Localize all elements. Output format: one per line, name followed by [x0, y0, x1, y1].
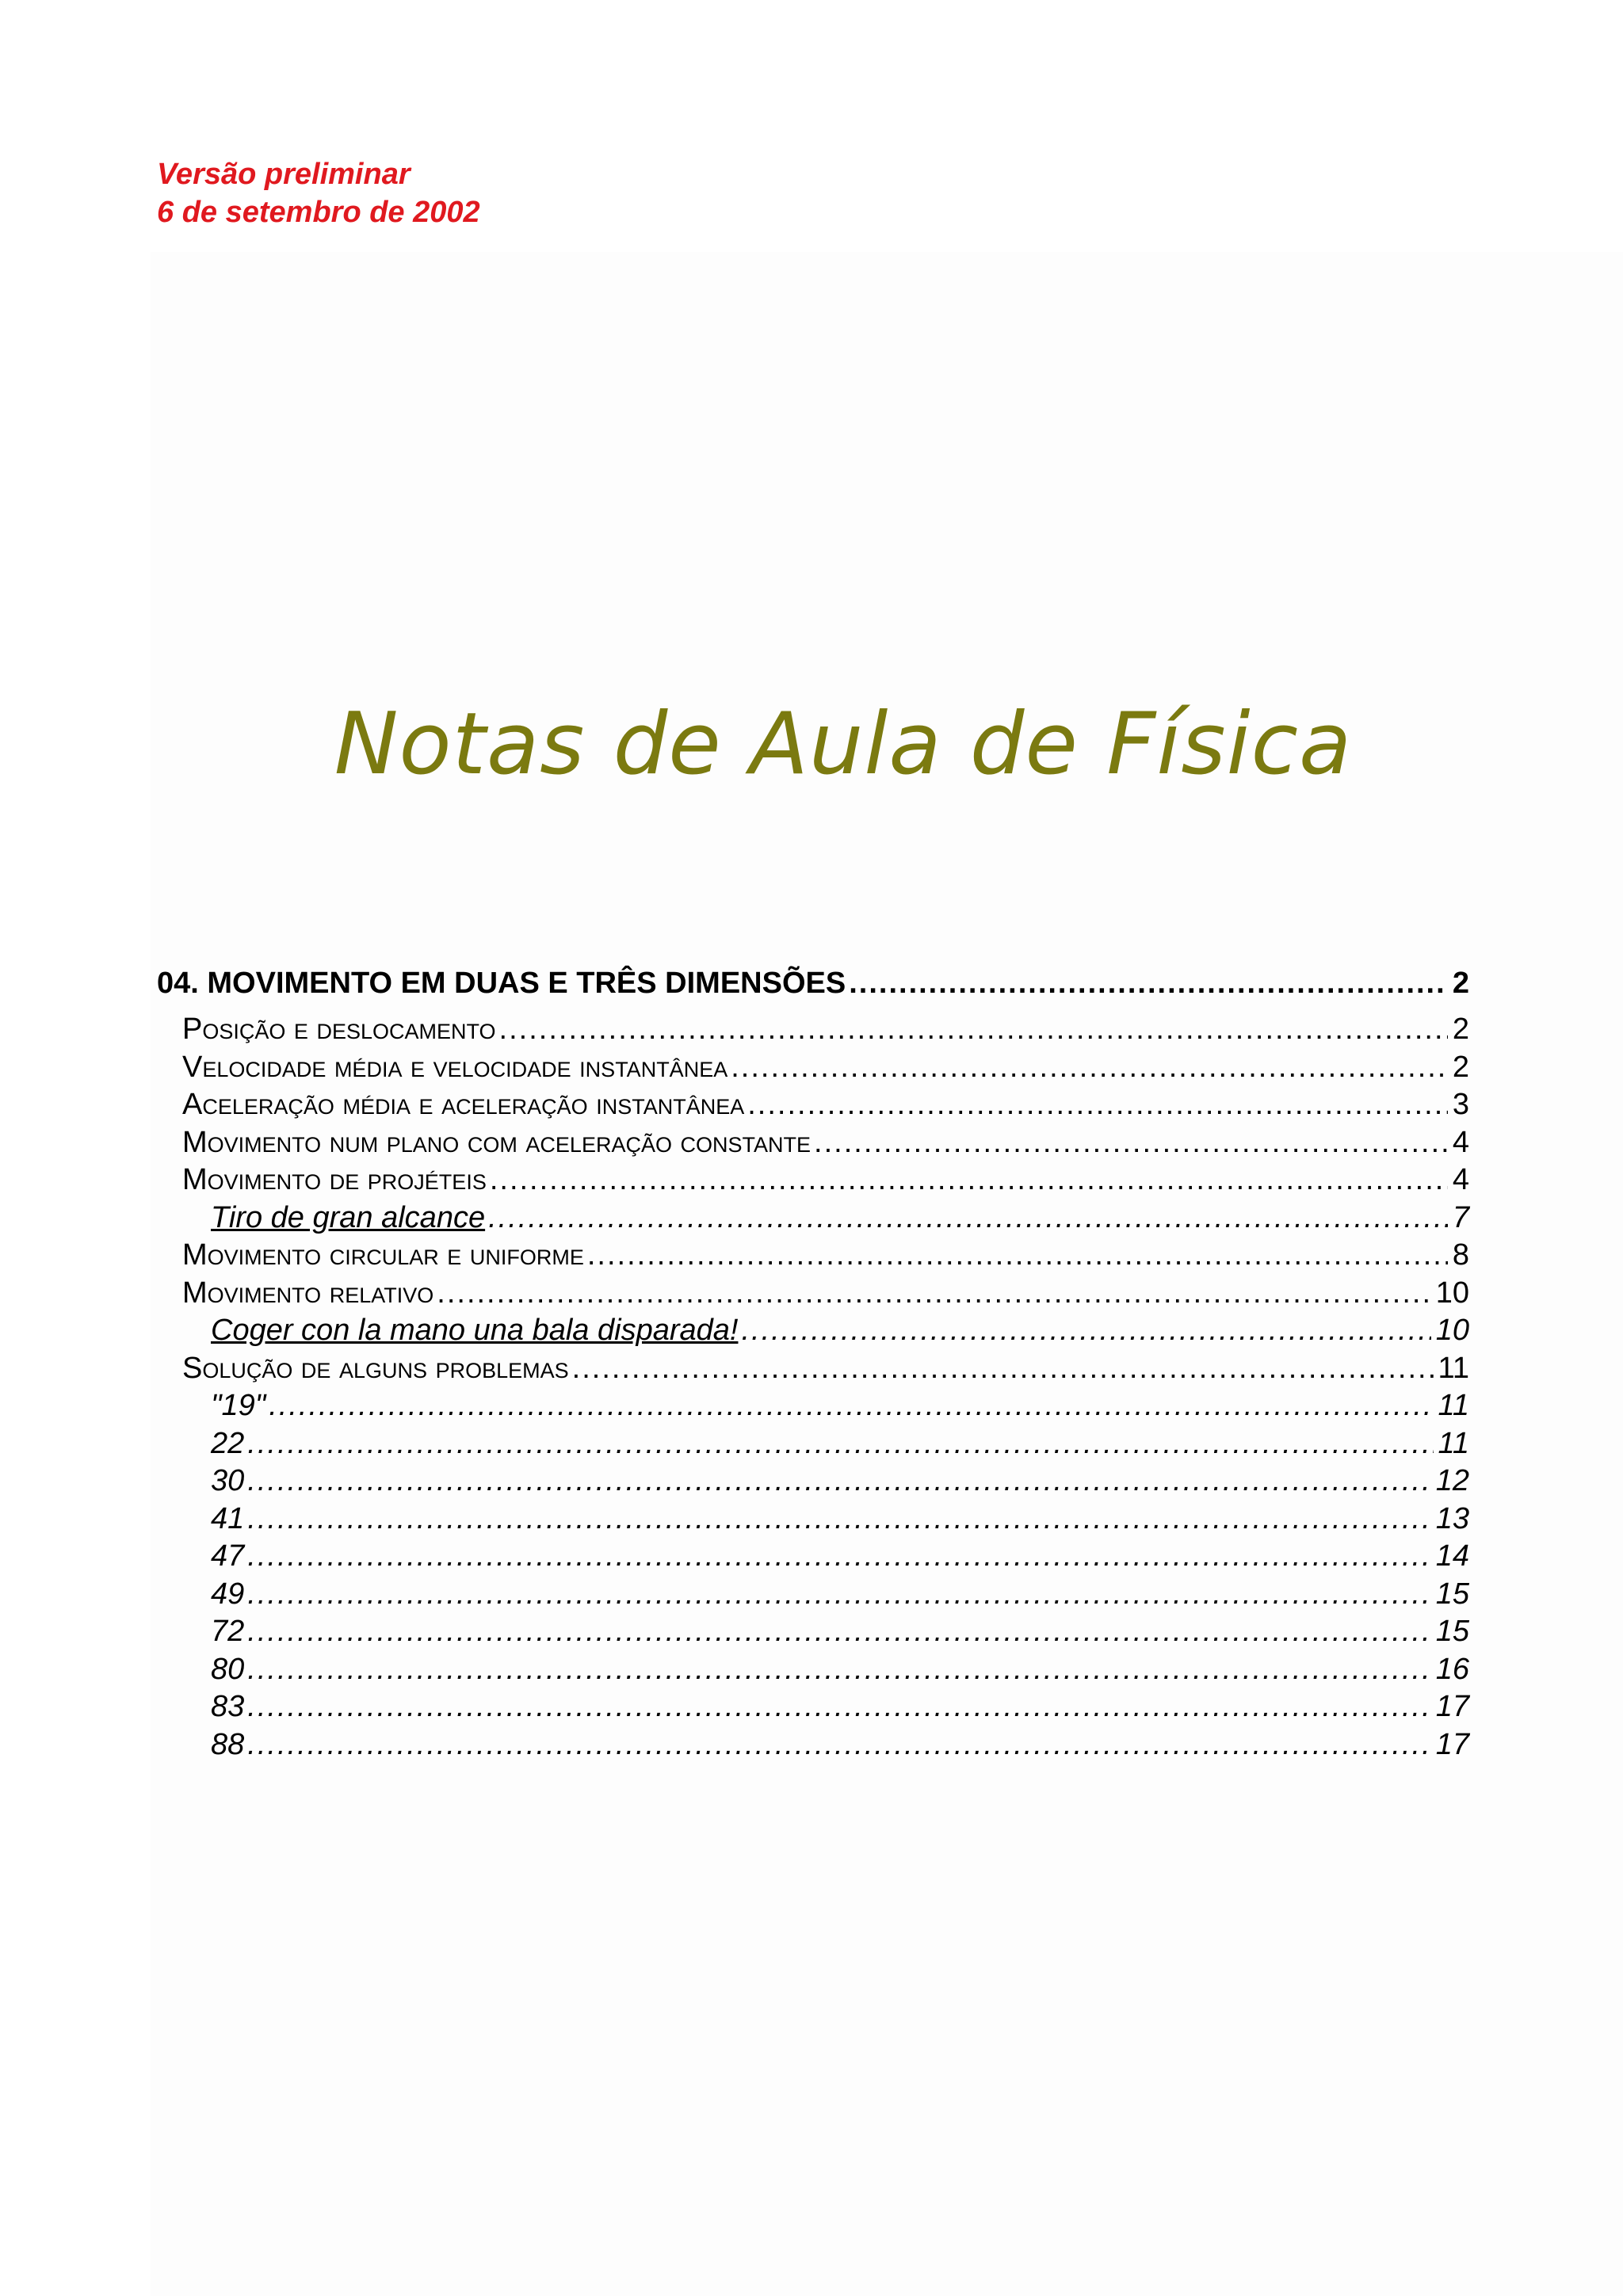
toc-entry-label: Posição e deslocamento [182, 1013, 496, 1046]
toc-entry[interactable] [157, 1049, 1469, 1087]
toc-entry-page-number: 12 [1435, 1464, 1469, 1497]
toc-entry-page-number: 4 [1452, 1125, 1469, 1159]
toc-entry[interactable] [157, 1387, 1469, 1425]
toc-entry[interactable] [157, 1237, 1469, 1275]
toc-entry-page-number: 2 [1452, 967, 1469, 1000]
toc-entry[interactable] [157, 1161, 1469, 1199]
toc-entry[interactable] [157, 1124, 1469, 1162]
toc-entry-page-number: 4 [1452, 1163, 1469, 1196]
toc-dot-leader [488, 1199, 1448, 1238]
toc-entry-label: Movimento num plano com aceleração constante [182, 1125, 812, 1159]
toc-dot-leader [247, 1726, 1430, 1764]
toc-entry-label: Movimento relativo [182, 1276, 434, 1310]
toc-dot-leader [247, 1425, 1433, 1463]
toc-entry[interactable] [157, 1425, 1469, 1463]
toc-entry-page-number: 10 [1435, 1314, 1469, 1347]
toc-entry[interactable] [157, 1312, 1469, 1350]
toc-dot-leader [731, 1049, 1448, 1087]
toc-entry[interactable] [157, 1463, 1469, 1501]
version-note [157, 155, 480, 231]
toc-entry-page-number: 2 [1452, 1050, 1469, 1084]
toc-entry[interactable] [157, 1688, 1469, 1726]
toc-dot-leader [499, 1011, 1448, 1049]
toc-entry[interactable] [157, 1726, 1469, 1764]
toc-entry[interactable] [157, 1613, 1469, 1651]
document-title: Notas de Aula de Física [334, 695, 1353, 794]
toc-entry[interactable] [157, 1011, 1469, 1049]
toc-entry-page-number: 17 [1435, 1690, 1469, 1723]
toc-entry-page-number: 13 [1435, 1501, 1469, 1535]
toc-entry-page-number: 15 [1435, 1615, 1469, 1648]
toc-entry[interactable] [157, 1651, 1469, 1689]
toc-dot-leader [247, 1538, 1430, 1576]
toc-entry-label: Velocidade média e velocidade instantânea [182, 1050, 728, 1084]
version-line: Versão preliminar [157, 158, 411, 191]
toc-dot-leader [849, 959, 1448, 1008]
table-of-contents [157, 959, 1469, 1764]
toc-entry-label: 22 [211, 1426, 245, 1460]
toc-entry-label: 47 [211, 1539, 245, 1573]
toc-entry-page-number: 11 [1438, 1389, 1469, 1422]
toc-dot-leader [247, 1463, 1430, 1501]
toc-dot-leader [437, 1275, 1430, 1313]
toc-entry[interactable] [157, 1086, 1469, 1124]
toc-entry-page-number: 2 [1452, 1013, 1469, 1046]
toc-entry-page-number: 8 [1452, 1238, 1469, 1272]
toc-dot-leader [490, 1161, 1448, 1199]
toc-entry-page-number: 17 [1435, 1727, 1469, 1761]
toc-entry-label: Solução de alguns problemas [182, 1351, 569, 1385]
toc-entry-label: 80 [211, 1652, 245, 1686]
toc-entry-page-number: 10 [1435, 1276, 1469, 1310]
toc-dot-leader [247, 1501, 1430, 1539]
toc-entry[interactable] [157, 959, 1469, 1008]
toc-entry-label: 41 [211, 1501, 245, 1535]
toc-entry-label[interactable]: Coger con la mano una bala disparada! [211, 1314, 739, 1347]
toc-dot-leader [814, 1124, 1448, 1162]
toc-entry-page-number: 11 [1438, 1426, 1469, 1460]
toc-entry-page-number: 16 [1435, 1652, 1469, 1686]
toc-dot-leader [247, 1688, 1430, 1726]
toc-entry[interactable] [157, 1576, 1469, 1614]
toc-entry-page-number: 15 [1435, 1577, 1469, 1611]
toc-entry[interactable] [157, 1538, 1469, 1576]
toc-entry-label[interactable]: Tiro de gran alcance [211, 1200, 486, 1234]
toc-entry-label: 49 [211, 1577, 245, 1611]
toc-entry[interactable] [157, 1501, 1469, 1539]
date-line: 6 de setembro de 2002 [157, 196, 480, 229]
toc-entry-label: "19" [211, 1389, 266, 1422]
toc-dot-leader [269, 1387, 1433, 1425]
toc-entry-label: 72 [211, 1615, 245, 1648]
toc-entry[interactable] [157, 1350, 1469, 1388]
toc-dot-leader [247, 1651, 1430, 1689]
toc-entry-page-number: 14 [1435, 1539, 1469, 1573]
toc-dot-leader [247, 1613, 1430, 1651]
toc-dot-leader [587, 1237, 1448, 1275]
toc-dot-leader [247, 1576, 1430, 1614]
toc-entry[interactable] [157, 1275, 1469, 1313]
toc-entry[interactable] [157, 1199, 1469, 1238]
toc-entry-label: 88 [211, 1727, 245, 1761]
toc-dot-leader [572, 1350, 1434, 1388]
toc-entry-label: 04. MOVIMENTO EM DUAS E TRÊS DIMENSÕES [157, 967, 846, 1000]
toc-entry-label: Movimento de projéteis [182, 1163, 487, 1196]
toc-dot-leader [741, 1312, 1430, 1350]
toc-entry-label: Aceleração média e aceleração instantânea [182, 1088, 745, 1121]
toc-dot-leader [747, 1086, 1448, 1124]
toc-entry-page-number: 3 [1452, 1088, 1469, 1121]
toc-entry-label: 83 [211, 1690, 245, 1723]
toc-entry-label: 30 [211, 1464, 245, 1497]
toc-entry-label: Movimento circular e uniforme [182, 1238, 584, 1272]
toc-entry-page-number: 7 [1452, 1200, 1469, 1234]
toc-entry-page-number: 11 [1438, 1351, 1469, 1385]
